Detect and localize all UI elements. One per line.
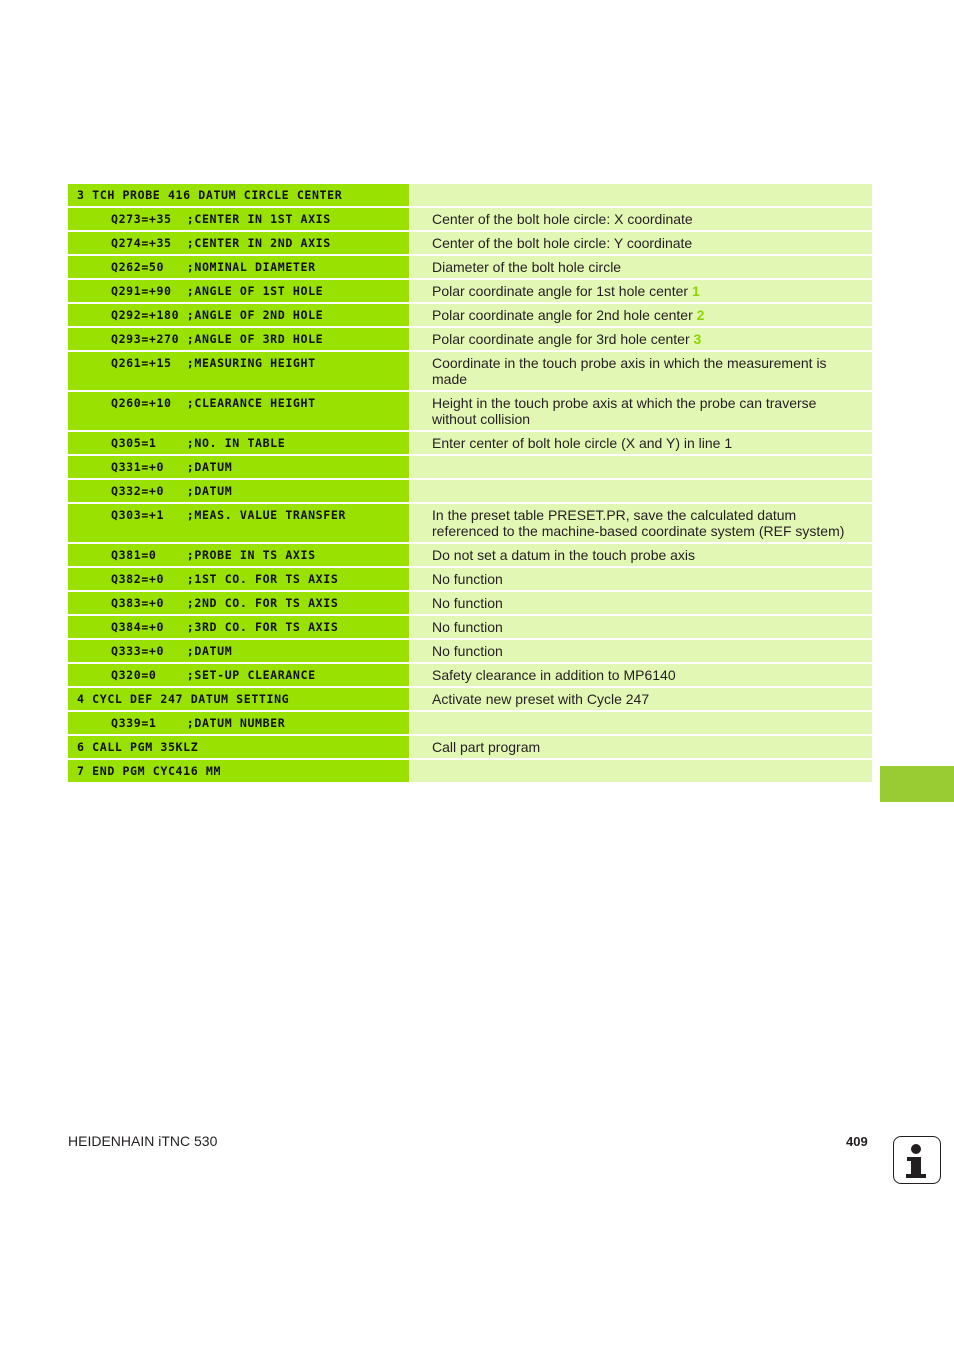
table-row: [68, 544, 872, 566]
table-row: [68, 736, 872, 758]
description-text: Polar coordinate angle for 1st hole center: [432, 283, 692, 299]
code-cell: 6 CALL PGM 35KLZ: [68, 736, 409, 758]
code-cell: Q260=+10 ;CLEARANCE HEIGHT: [68, 392, 409, 430]
code-cell: Q273=+35 ;CENTER IN 1ST AXIS: [68, 208, 409, 230]
section-title: [875, 183, 945, 843]
code-cell: Q383=+0 ;2ND CO. FOR TS AXIS: [68, 592, 409, 614]
table-row: [68, 664, 872, 686]
table-row: [68, 256, 872, 278]
description-cell: [410, 456, 872, 478]
hole-number: 3: [693, 331, 702, 347]
program-table: [68, 184, 872, 784]
description-cell: Center of the bolt hole circle: Y coordinate: [410, 232, 872, 254]
table-row: [68, 688, 872, 710]
table-row: [68, 480, 872, 502]
code-cell: 4 CYCL DEF 247 DATUM SETTING: [68, 688, 409, 710]
code-cell: Q331=+0 ;DATUM: [68, 456, 409, 478]
table-row: [68, 568, 872, 590]
table-row: [68, 432, 872, 454]
description-cell: No function: [410, 616, 872, 638]
table-row: [68, 616, 872, 638]
description-cell: No function: [410, 568, 872, 590]
table-row: [68, 392, 872, 430]
info-icon: [893, 1136, 941, 1184]
code-cell: Q291=+90 ;ANGLE OF 1ST HOLE: [68, 280, 409, 302]
code-cell: Q333=+0 ;DATUM: [68, 640, 409, 662]
code-cell: Q382=+0 ;1ST CO. FOR TS AXIS: [68, 568, 409, 590]
code-cell: Q381=0 ;PROBE IN TS AXIS: [68, 544, 409, 566]
code-cell: Q305=1 ;NO. IN TABLE: [68, 432, 409, 454]
description-cell: In the preset table PRESET.PR, save the calculated datum referenced to the machine-based coordinate system (REF system): [410, 504, 872, 542]
code-cell: Q332=+0 ;DATUM: [68, 480, 409, 502]
table-row: [68, 328, 872, 350]
table-row: [68, 184, 872, 206]
code-cell: Q384=+0 ;3RD CO. FOR TS AXIS: [68, 616, 409, 638]
description-cell: No function: [410, 640, 872, 662]
code-cell: Q320=0 ;SET-UP CLEARANCE: [68, 664, 409, 686]
footer-product: HEIDENHAIN iTNC 530: [68, 1133, 218, 1149]
table-row: [68, 592, 872, 614]
code-cell: 3 TCH PROBE 416 DATUM CIRCLE CENTER: [68, 184, 409, 206]
hole-number: 1: [691, 283, 700, 299]
table-row: [68, 760, 872, 782]
code-cell: Q339=1 ;DATUM NUMBER: [68, 712, 409, 734]
description-cell: [410, 712, 872, 734]
table-row: [68, 456, 872, 478]
code-cell: Q261=+15 ;MEASURING HEIGHT: [68, 352, 409, 390]
description-cell: Call part program: [410, 736, 872, 758]
description-cell: [410, 184, 872, 206]
table-row: [68, 352, 872, 390]
table-row: [68, 640, 872, 662]
description-cell: [410, 280, 872, 302]
table-row: [68, 712, 872, 734]
code-cell: Q274=+35 ;CENTER IN 2ND AXIS: [68, 232, 409, 254]
description-cell: Do not set a datum in the touch probe axis: [410, 544, 872, 566]
code-cell: Q303=+1 ;MEAS. VALUE TRANSFER: [68, 504, 409, 542]
hole-number: 2: [696, 307, 705, 323]
description-cell: [410, 304, 872, 326]
description-cell: [410, 328, 872, 350]
description-text: Polar coordinate angle for 3rd hole center: [432, 331, 694, 347]
table-row: [68, 280, 872, 302]
code-cell: Q293=+270 ;ANGLE OF 3RD HOLE: [68, 328, 409, 350]
description-cell: Enter center of bolt hole circle (X and Y) in line 1: [410, 432, 872, 454]
table-row: [68, 232, 872, 254]
description-cell: Activate new preset with Cycle 247: [410, 688, 872, 710]
description-cell: [410, 480, 872, 502]
description-text: Polar coordinate angle for 2nd hole center: [432, 307, 697, 323]
description-cell: No function: [410, 592, 872, 614]
table-row: [68, 504, 872, 542]
description-cell: Diameter of the bolt hole circle: [410, 256, 872, 278]
table-row: [68, 304, 872, 326]
page-number: 409: [846, 1134, 868, 1149]
description-cell: Safety clearance in addition to MP6140: [410, 664, 872, 686]
description-cell: Height in the touch probe axis at which the probe can traverse without collision: [410, 392, 872, 430]
description-cell: Center of the bolt hole circle: X coordinate: [410, 208, 872, 230]
description-cell: Coordinate in the touch probe axis in which the measurement is made: [410, 352, 872, 390]
code-cell: Q262=50 ;NOMINAL DIAMETER: [68, 256, 409, 278]
code-cell: 7 END PGM CYC416 MM: [68, 760, 409, 782]
description-cell: [410, 760, 872, 782]
code-cell: Q292=+180 ;ANGLE OF 2ND HOLE: [68, 304, 409, 326]
table-row: [68, 208, 872, 230]
